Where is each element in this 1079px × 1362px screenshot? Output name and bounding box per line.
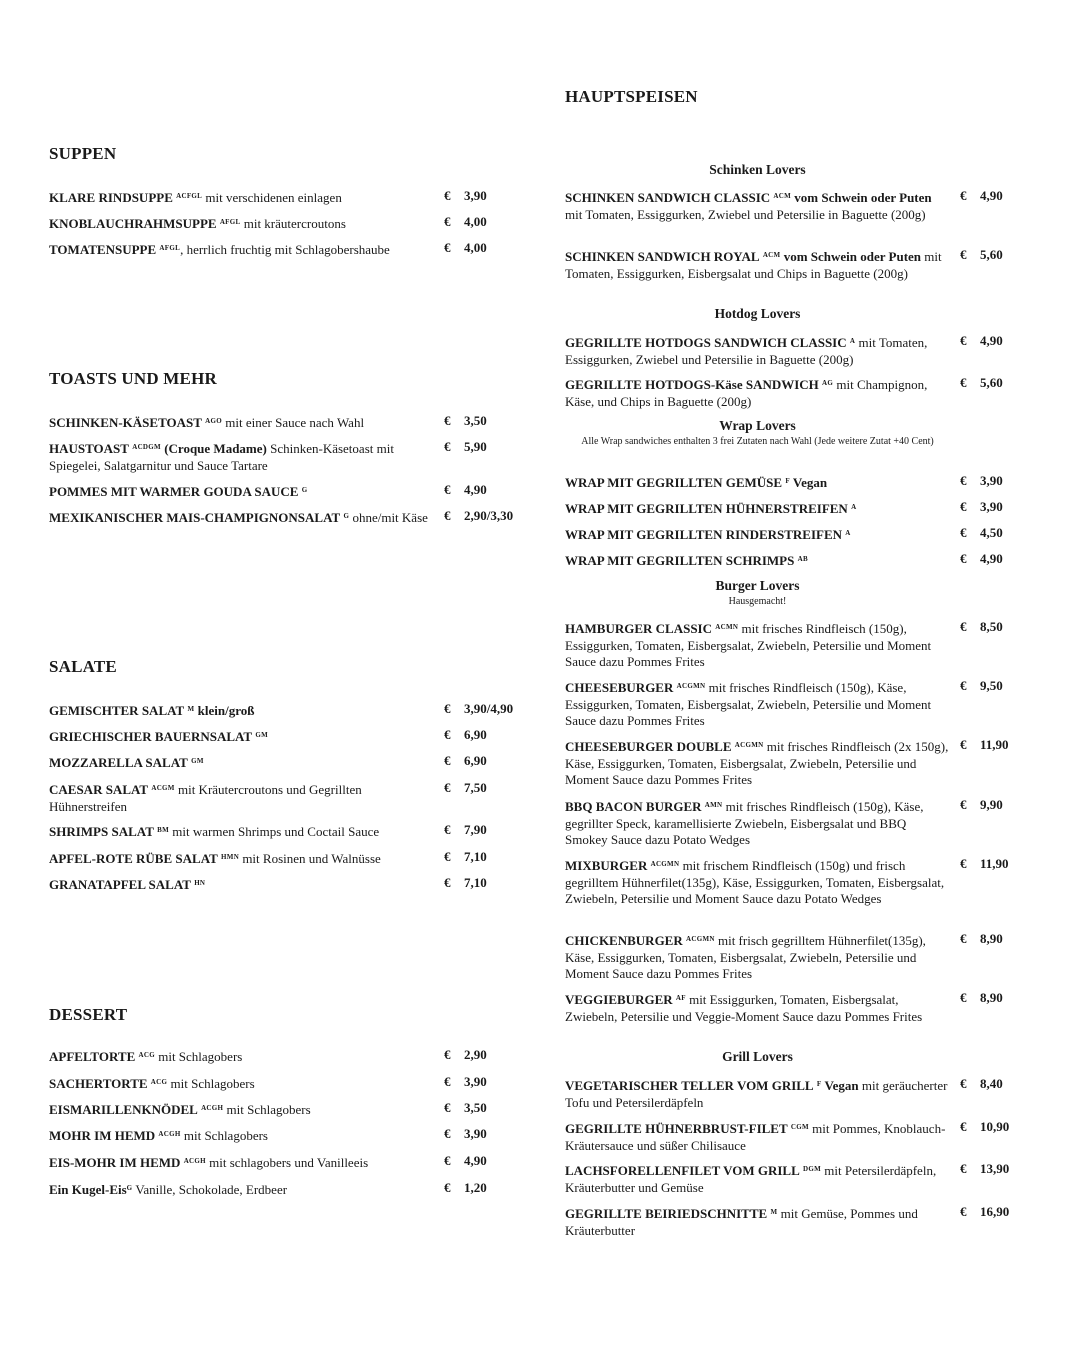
item-description: mit frisches Rindfleisch (2x 150g), Käse, Essiggurken, Tomaten, Eisbergsalat, Zwiebeln, Petersilie und Moment Sauce dazu Pommes Frites xyxy=(565,739,949,787)
allergen-codes: ACGMN xyxy=(650,860,680,868)
menu-item xyxy=(49,1126,529,1145)
menu-item xyxy=(49,413,529,432)
menu-item xyxy=(49,188,529,207)
item-price: € 4,90 xyxy=(960,551,1003,566)
allergen-codes: ACG xyxy=(150,1078,168,1086)
allergen-codes: ACFGL xyxy=(176,192,203,200)
item-price: € 1,20 xyxy=(444,1180,487,1195)
allergen-codes: AG xyxy=(822,379,834,387)
item-name: GRANATAPFEL SALAT xyxy=(49,877,191,892)
allergen-codes: A xyxy=(851,503,857,511)
item-description: mit warmen Shrimps und Coctail Sauce xyxy=(169,824,380,839)
item-description: Schinken-Käsetoast mit Spiegelei, Salatgarnitur und Sauce Tartare xyxy=(49,441,394,473)
allergen-codes: CGM xyxy=(790,1123,809,1131)
item-price: € 9,50 xyxy=(960,678,1003,693)
item-description: mit Petersilerdäpfeln, Kräuterbutter und Gemüse xyxy=(565,1163,937,1195)
item-name: GEMISCHTER SALAT xyxy=(49,703,185,718)
item-name: SCHINKEN-KÄSETOAST xyxy=(49,415,202,430)
allergen-codes: F xyxy=(785,477,790,485)
menu-item xyxy=(565,619,1045,671)
allergen-codes: AFGL xyxy=(219,218,241,226)
item-name: WRAP MIT GEGRILLTEN SCHRIMPS xyxy=(565,553,795,568)
item-name-extra: klein/groß xyxy=(194,703,255,718)
menu-item xyxy=(565,737,1045,789)
item-price: € 16,90 xyxy=(960,1204,1010,1219)
item-name: MOZZARELLA SALAT xyxy=(49,755,188,770)
item-description: mit kräutercroutons xyxy=(240,216,346,231)
menu-item xyxy=(49,701,529,720)
item-name: GEGRILLTE BEIRIEDSCHNITTE xyxy=(565,1206,768,1221)
menu-item xyxy=(565,333,1045,368)
item-price: € 5,90 xyxy=(444,439,487,454)
item-price: € 11,90 xyxy=(960,737,1009,752)
group-heading: Wrap Lovers xyxy=(719,418,796,433)
allergen-codes: F xyxy=(816,1080,822,1088)
section-title-dessert: DESSERT xyxy=(49,1005,128,1024)
item-name-extra: vom Schwein oder Puten xyxy=(780,249,922,264)
menu-item xyxy=(565,1119,1045,1154)
item-price: € 3,90/4,90 xyxy=(444,701,514,716)
item-description: mit einer Sauce nach Wahl xyxy=(222,415,365,430)
item-price: € 3,50 xyxy=(444,413,487,428)
menu-item xyxy=(565,375,1045,410)
item-price: € 3,90 xyxy=(960,499,1003,514)
menu-item xyxy=(49,1100,529,1119)
item-description: mit frischem Rindfleisch (150g) und frisch gegrilltem Hühnerfilet(135g), Käse, Essiggurken, Tomaten, Eisbergsalat, Zwiebeln, Petersilie und Moment Sauce dazu Potato Wedges xyxy=(565,858,945,906)
group-heading: Grill Lovers xyxy=(722,1049,793,1064)
item-name: WRAP MIT GEGRILLTEN RINDERSTREIFEN xyxy=(565,527,843,542)
section-title-salate: SALATE xyxy=(49,657,117,676)
menu-item xyxy=(565,247,1045,282)
menu-item xyxy=(49,1047,529,1066)
item-name-extra: Vegan xyxy=(789,475,828,490)
item-name: MIXBURGER xyxy=(565,858,648,873)
item-description: mit frisches Rindfleisch (150g), Käse, Essiggurken, Tomaten, Eisbergsalat, Zwiebeln, Petersilie und Moment Sauce dazu Pommes Frites xyxy=(565,680,932,728)
menu-item xyxy=(49,439,529,474)
item-description: , herrlich fruchtig mit Schlagobershaube xyxy=(180,242,390,257)
allergen-codes: AGO xyxy=(205,417,223,425)
item-price: € 8,90 xyxy=(960,990,1003,1005)
menu-item xyxy=(565,499,1045,518)
menu-item xyxy=(565,990,1045,1025)
item-description: mit Tomaten, Essiggurken, Eisbergsalat und Chips in Baguette (200g) xyxy=(565,249,942,281)
item-price: € 2,90 xyxy=(444,1047,487,1062)
item-price: € 3,90 xyxy=(444,1126,487,1141)
allergen-codes: G xyxy=(126,1184,133,1192)
item-price: € 6,90 xyxy=(444,753,487,768)
item-price: € 13,90 xyxy=(960,1161,1010,1176)
menu-item xyxy=(49,822,529,841)
item-description: mit Schlagobers xyxy=(167,1076,255,1091)
allergen-codes: ACDGM xyxy=(132,443,161,451)
item-description: mit schlagobers und Vanilleeis xyxy=(205,1155,369,1170)
allergen-codes: HN xyxy=(194,879,206,887)
item-name: WRAP MIT GEGRILLTEN GEMÜSE xyxy=(565,475,783,490)
allergen-codes: ACM xyxy=(762,251,781,259)
item-name: CHICKENBURGER xyxy=(565,933,683,948)
item-name: APFELTORTE xyxy=(49,1049,136,1064)
item-description: mit Schlagobers xyxy=(180,1128,268,1143)
allergen-codes: GM xyxy=(191,757,204,765)
menu-item xyxy=(49,849,529,868)
menu-item xyxy=(565,525,1045,544)
allergen-codes: ACGH xyxy=(183,1157,206,1165)
allergen-codes: DGM xyxy=(803,1165,822,1173)
item-description: mit Essiggurken, Tomaten, Eisbergsalat, Zwiebeln, Petersilie und Veggie-Moment Sauce dazu Pommes Frites xyxy=(565,992,923,1024)
allergen-codes: AFGL xyxy=(159,244,181,252)
item-name: SHRIMPS SALAT xyxy=(49,824,154,839)
menu-item xyxy=(49,482,529,501)
item-name: EISMARILLENKNÖDEL xyxy=(49,1102,198,1117)
item-name: WRAP MIT GEGRILLTEN HÜHNERSTREIFEN xyxy=(565,501,848,516)
allergen-codes: GM xyxy=(255,731,269,739)
item-name: APFEL-ROTE RÜBE SALAT xyxy=(49,851,218,866)
item-price: € 4,90 xyxy=(960,333,1003,348)
item-name-extra: (Croque Madame) xyxy=(160,441,267,456)
menu-item xyxy=(565,551,1045,570)
allergen-codes: ACGMN xyxy=(734,741,764,749)
menu-item xyxy=(49,508,529,527)
allergen-codes: AMN xyxy=(704,801,723,809)
allergen-codes: G xyxy=(343,512,350,520)
item-price: € 7,50 xyxy=(444,780,487,795)
item-description: mit Tomaten, Essiggurken, Zwiebel und Petersilie in Baguette (200g) xyxy=(565,206,926,222)
item-price: € 7,10 xyxy=(444,849,487,864)
item-price: € 6,90 xyxy=(444,727,487,742)
item-description: mit Gemüse, Pommes und Kräuterbutter xyxy=(565,1206,918,1238)
item-name: KNOBLAUCHRAHMSUPPE xyxy=(49,216,217,231)
allergen-codes: M xyxy=(770,1208,778,1216)
allergen-codes: M xyxy=(187,705,195,713)
menu-item xyxy=(565,188,1045,223)
item-description: mit Tomaten, Essiggurken, Zwiebel und Petersilie in Baguette (200g) xyxy=(565,335,928,367)
item-name: MOHR IM HEMD xyxy=(49,1128,156,1143)
item-name: MEXIKANISCHER MAIS-CHAMPIGNONSALAT xyxy=(49,510,341,525)
item-price: € 4,00 xyxy=(444,240,487,255)
allergen-codes: ACGM xyxy=(151,784,175,792)
item-price: € 7,10 xyxy=(444,875,487,890)
group-heading: Hotdog Lovers xyxy=(714,306,801,321)
menu-item xyxy=(49,240,529,259)
item-description: mit frisches Rindfleisch (150g), Käse, gegrillter Speck, karamellisierte Zwiebeln, Eisbergsalat und BBQ Smokey Sauce dazu Potato Wedges xyxy=(565,799,924,847)
group-note: Alle Wrap sandwiches enthalten 3 frei Zutaten nach Wahl (Jede weitere Zutat +40 Cent) xyxy=(581,436,934,447)
section-title-toasts: TOASTS UND MEHR xyxy=(49,369,217,388)
menu-item xyxy=(49,780,529,815)
item-price: € 8,40 xyxy=(960,1076,1003,1091)
item-price: € 4,90 xyxy=(444,482,487,497)
item-description: mit Kräutercroutons und Gegrillten Hühnerstreifen xyxy=(49,782,362,814)
group-heading: Burger Lovers xyxy=(715,578,800,593)
item-name: GEGRILLTE HOTDOGS SANDWICH CLASSIC xyxy=(565,335,847,350)
item-description: Vanille, Schokolade, Erdbeer xyxy=(132,1182,288,1197)
menu-item xyxy=(49,1074,529,1093)
item-name: CHEESEBURGER DOUBLE xyxy=(565,739,732,754)
item-price: € 7,90 xyxy=(444,822,487,837)
item-description: mit geräucherter Tofu und Petersilerdäpfeln xyxy=(565,1078,948,1110)
item-description: mit Champignon, Käse, und Chips in Baguette (200g) xyxy=(565,377,928,409)
allergen-codes: AB xyxy=(797,555,808,563)
allergen-codes: G xyxy=(301,486,308,494)
item-name: Ein Kugel-Eis xyxy=(49,1182,127,1197)
item-price: € 11,90 xyxy=(960,856,1009,871)
menu-item xyxy=(565,1161,1045,1196)
item-price: € 3,90 xyxy=(960,473,1003,488)
section-title-suppen: SUPPEN xyxy=(49,144,117,163)
item-description: mit verschidenen einlagen xyxy=(202,190,342,205)
item-description: mit frisch gegrilltem Hühnerfilet(135g), Käse, Essiggurken, Tomaten, Eisbergsalat, Zwiebeln, Petersilie und Moment Sauce dazu Pommes Frites xyxy=(565,933,926,981)
item-name-extra: vom Schwein oder Puten xyxy=(791,190,932,205)
item-description: mit Schlagobers xyxy=(223,1102,311,1117)
allergen-codes: HMN xyxy=(221,853,240,861)
item-name-extra: Vegan xyxy=(821,1078,859,1093)
item-name: GEGRILLTE HOTDOGS-Käse SANDWICH xyxy=(565,377,819,392)
menu-item xyxy=(565,678,1045,730)
menu-item xyxy=(565,931,1045,983)
item-name: SCHINKEN SANDWICH ROYAL xyxy=(565,249,760,264)
allergen-codes: ACGH xyxy=(201,1104,224,1112)
menu-item xyxy=(49,214,529,233)
item-price: € 4,00 xyxy=(444,214,487,229)
item-name: TOMATENSUPPE xyxy=(49,242,157,257)
item-name: SCHINKEN SANDWICH CLASSIC xyxy=(565,190,771,205)
item-price: € 5,60 xyxy=(960,247,1003,262)
allergen-codes: AF xyxy=(675,994,686,1002)
allergen-codes: ACG xyxy=(138,1051,155,1059)
item-description: mit Schlagobers xyxy=(154,1049,243,1064)
item-price: € 4,90 xyxy=(444,1153,487,1168)
item-price: € 3,50 xyxy=(444,1100,487,1115)
item-name: CHEESEBURGER xyxy=(565,680,674,695)
item-description: mit Pommes, Knoblauch-Kräutersauce und süßer Chilisauce xyxy=(565,1121,946,1153)
menu-item xyxy=(49,753,529,772)
item-price: € 9,90 xyxy=(960,797,1003,812)
allergen-codes: ACMN xyxy=(715,623,739,631)
item-price: € 5,60 xyxy=(960,375,1003,390)
menu-item xyxy=(565,1204,1045,1239)
section-title-hauptspeisen: HAUPTSPEISEN xyxy=(565,87,698,106)
item-name: POMMES MIT WARMER GOUDA SAUCE xyxy=(49,484,299,499)
item-name: VEGETARISCHER TELLER VOM GRILL xyxy=(565,1078,814,1093)
item-description: mit Rosinen und Walnüsse xyxy=(239,851,381,866)
item-name: BBQ BACON BURGER xyxy=(565,799,702,814)
allergen-codes: A xyxy=(849,337,856,345)
menu-item xyxy=(49,1180,529,1199)
menu-item xyxy=(565,473,1045,492)
item-price: € 10,90 xyxy=(960,1119,1010,1134)
group-heading: Schinken Lovers xyxy=(709,162,806,177)
allergen-codes: BM xyxy=(157,826,170,834)
menu-item xyxy=(49,727,529,746)
item-description: ohne/mit Käse xyxy=(349,510,428,525)
item-name: EIS-MOHR IM HEMD xyxy=(49,1155,181,1170)
item-name: GEGRILLTE HÜHNERBRUST-FILET xyxy=(565,1121,788,1136)
item-name: LACHSFORELLENFILET VOM GRILL xyxy=(565,1163,800,1178)
item-description: mit frisches Rindfleisch (150g), Essiggurken, Tomaten, Eisbergsalat, Zwiebeln, Petersilie und Moment Sauce dazu Pommes Frites xyxy=(565,621,932,669)
group-note: Hausgemacht! xyxy=(728,596,787,607)
item-price: € 3,90 xyxy=(444,1074,487,1089)
item-name: HAMBURGER CLASSIC xyxy=(565,621,712,636)
item-name: VEGGIEBURGER xyxy=(565,992,673,1007)
item-price: € 8,50 xyxy=(960,619,1003,634)
item-name: KLARE RINDSUPPE xyxy=(49,190,173,205)
item-price: € 4,50 xyxy=(960,525,1003,540)
menu-item xyxy=(49,1153,529,1172)
allergen-codes: A xyxy=(845,529,851,537)
item-name: CAESAR SALAT xyxy=(49,782,149,797)
menu-item xyxy=(565,856,1045,908)
menu-item xyxy=(565,1076,1045,1111)
item-price: € 4,90 xyxy=(960,188,1003,203)
item-name: HAUSTOAST xyxy=(49,441,129,456)
item-name: SACHERTORTE xyxy=(49,1076,148,1091)
item-price: € 2,90/3,30 xyxy=(444,508,514,523)
item-price: € 8,90 xyxy=(960,931,1003,946)
menu-item xyxy=(49,875,529,894)
allergen-codes: ACGH xyxy=(158,1130,181,1138)
allergen-codes: ACGMN xyxy=(676,682,706,690)
item-price: € 3,90 xyxy=(444,188,487,203)
item-name: GRIECHISCHER BAUERNSALAT xyxy=(49,729,253,744)
allergen-codes: ACM xyxy=(773,192,792,200)
menu-item xyxy=(565,797,1045,849)
allergen-codes: ACGMN xyxy=(686,935,715,943)
